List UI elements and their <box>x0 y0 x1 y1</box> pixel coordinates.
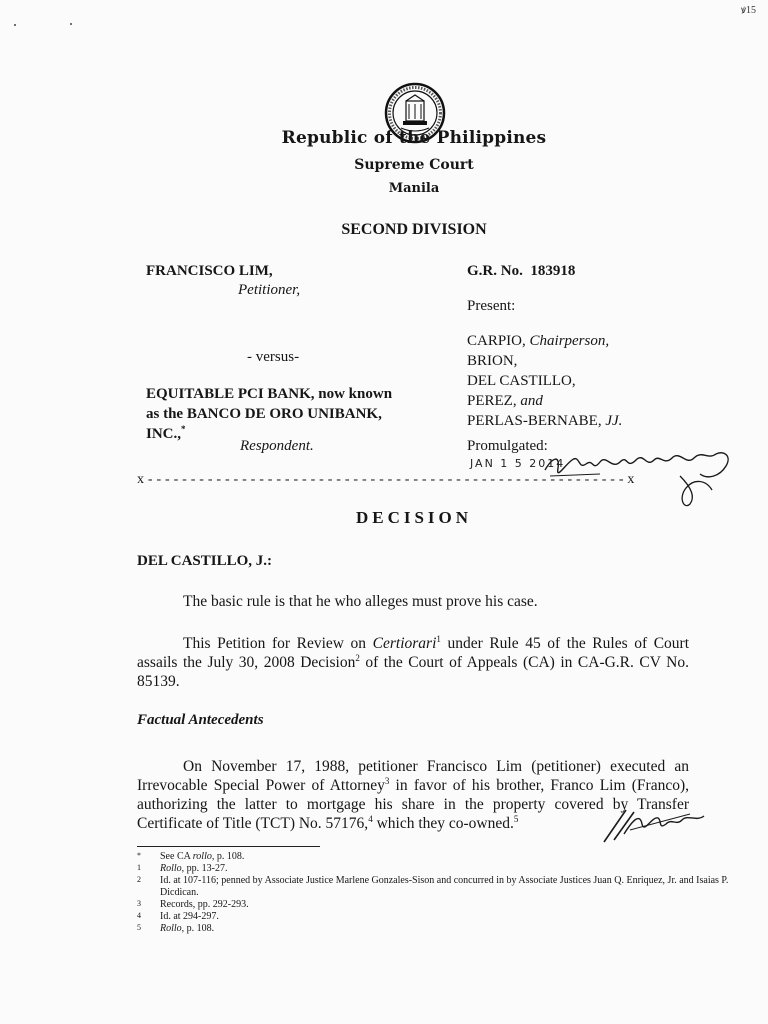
court-heading: Supreme Court <box>354 157 474 173</box>
footnote-mark: 3 <box>137 899 141 908</box>
footnote-mark: 2 <box>137 875 141 884</box>
footnote-text <box>160 851 737 863</box>
petitioner-name: FRANCISCO LIM, <box>146 263 273 279</box>
respondent-name-text: EQUITABLE PCI BANK, now known as the BANCO DE ORO UNIBANK, INC., <box>146 386 393 442</box>
footnote-text-part: See CA <box>160 851 193 862</box>
respondent-footnote-mark: * <box>181 424 186 434</box>
footnote-text <box>160 911 737 923</box>
footnote-mark: 5 <box>137 923 141 932</box>
section-heading: Factual Antecedents <box>137 712 264 728</box>
city-heading: Manila <box>388 181 440 196</box>
footnote-divider <box>137 846 320 847</box>
bench-member-title: Chairperson, <box>529 333 610 349</box>
footnote-text-part: Id. at 107-116; penned by Associate Justice Marlene Gonzales-Sison and concurred in by Associate Justices Juan Q. Enriquez, Jr. and Isaias P. Dicdican. <box>160 875 729 898</box>
bench-member <box>467 371 622 391</box>
paragraph-text: which they co-owned. <box>372 815 514 832</box>
division-heading: SECOND DIVISION <box>341 221 487 238</box>
bench-member-name: PERLAS-BERNABE, <box>467 413 606 429</box>
gr-number: G.R. No. 183918 <box>467 263 576 279</box>
petition-paragraph <box>137 634 689 691</box>
paragraph-text: The basic rule is that he who alleges must prove his case. <box>183 593 538 610</box>
footnote-text-part: , p. 108. <box>181 923 215 934</box>
handwritten-signature <box>540 440 740 510</box>
promulgated-date-stamp: JAN 1 5 2014 <box>470 457 566 470</box>
ponente: DEL CASTILLO, J.: <box>137 553 273 569</box>
footnote-emphasis: Rollo <box>160 863 182 874</box>
footnote-mark: 1 <box>137 863 141 872</box>
footnote-text <box>160 875 737 899</box>
footnote-ref: 2 <box>355 652 360 663</box>
bench-member <box>467 351 622 371</box>
footnote-emphasis: Rollo <box>160 923 182 934</box>
scan-speck <box>70 23 72 25</box>
bench-member-name: BRION, <box>467 353 518 369</box>
bench-member <box>467 391 622 411</box>
bench-member-title: and <box>520 393 543 409</box>
footnote-ref: 1 <box>436 633 441 644</box>
respondent-role: Respondent. <box>240 438 314 454</box>
footnote-text <box>160 863 737 875</box>
footnote <box>137 911 737 923</box>
caption-separator: x - - - - - - - - - - - - - - - - - - - - - - - - - - - - - - - - - - - - - - - - - - - - - - - - - - - - - - - - x <box>137 472 635 487</box>
footnote-ref: 3 <box>384 775 390 786</box>
footnote-text-part: Records, pp. 292-293. <box>160 899 249 910</box>
respondent-name <box>146 384 406 444</box>
footnote <box>137 851 737 863</box>
paragraph-text: under Rule 45 of the Rules of Court assails the July 30, 2008 Decision <box>137 635 689 671</box>
versus-label: - versus- <box>247 349 300 365</box>
footnote-mark: 4 <box>137 911 141 920</box>
footnote <box>137 863 737 875</box>
footnote-mark: * <box>137 851 141 860</box>
paragraph-text: This Petition for Review on <box>183 635 373 652</box>
scan-speck <box>14 24 16 26</box>
paragraph-text: in favor of his brother, Franco Lim (Franco), authorizing the latter to mortgage his share in the property covered by Transfer Certificate of Title (TCT) No. 57176, <box>137 777 689 832</box>
footnote-ref: 4 <box>368 813 373 824</box>
page-number: ꝟ15 <box>740 5 756 16</box>
footnote-text <box>160 899 737 911</box>
opening-paragraph <box>137 592 689 611</box>
footnote-text-part: Id. at 294-297. <box>160 911 219 922</box>
present-label: Present: <box>467 298 516 314</box>
footnote-ref: 5 <box>513 813 519 824</box>
footnote-text-part: , p. 108. <box>211 851 245 862</box>
bench-member-name: DEL CASTILLO, <box>467 373 576 389</box>
footnote-text-part: , pp. 13-27. <box>181 863 228 874</box>
decision-heading: DECISION <box>355 508 473 527</box>
bench-member-name: PEREZ, <box>467 393 521 409</box>
footnote <box>137 899 737 911</box>
bench-member-name: CARPIO, <box>467 333 530 349</box>
bench-member <box>467 411 622 431</box>
marginal-signature <box>600 804 710 844</box>
paragraph-text: of the Court of Appeals (CA) in CA-G.R. CV No. 85139. <box>137 654 689 690</box>
paragraph-emphasis: Certiorari <box>372 635 437 652</box>
paragraph-text: On November 17, 1988, petitioner Francisco Lim (petitioner) executed an Irrevocable Special Power of Attorney <box>137 758 689 794</box>
footnote-emphasis: rollo <box>192 851 212 862</box>
petitioner-role: Petitioner, <box>238 282 301 298</box>
bench-member <box>467 331 622 351</box>
footnotes <box>137 851 737 935</box>
promulgated-label: Promulgated: <box>467 438 548 454</box>
footnote <box>137 875 737 899</box>
bench-list <box>467 331 622 431</box>
footnote <box>137 923 737 935</box>
republic-heading: Republic of the Philippines <box>281 128 547 148</box>
footnote-text <box>160 923 737 935</box>
bench-member-title: JJ. <box>605 413 623 429</box>
